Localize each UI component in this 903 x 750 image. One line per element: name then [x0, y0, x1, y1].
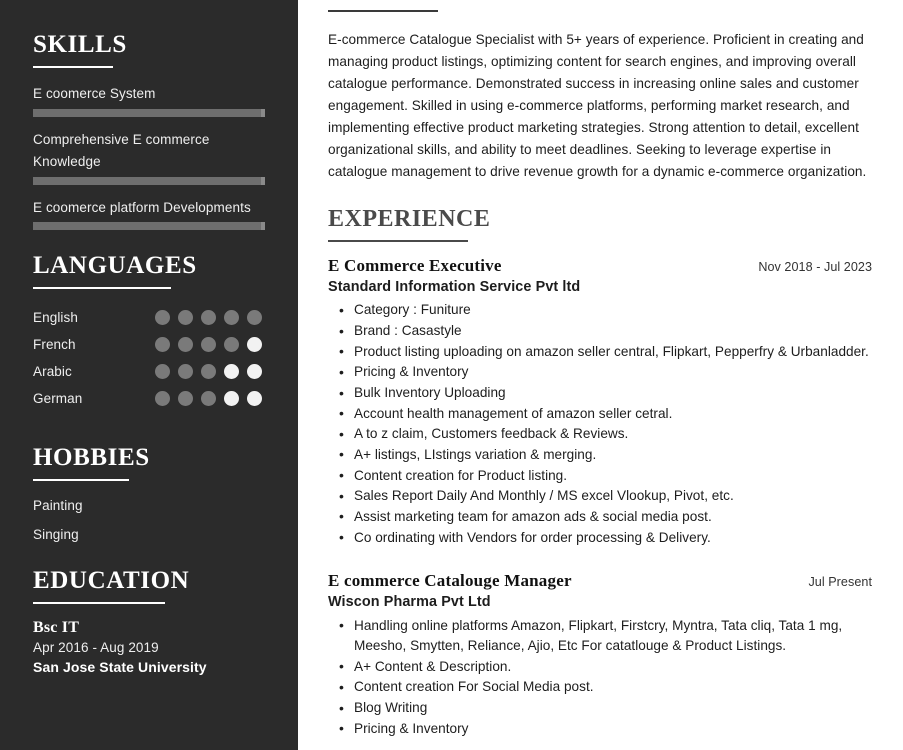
rating-dot [201, 310, 216, 325]
rating-dot [247, 310, 262, 325]
skill-level-bar [33, 222, 265, 230]
skills-section [33, 0, 265, 230]
hobbies-heading: HOBBIES [33, 444, 150, 472]
language-name: German [33, 391, 83, 407]
rating-dot [155, 391, 170, 406]
education-dates: Apr 2016 - Aug 2019 [33, 640, 159, 656]
main-column [298, 0, 903, 750]
experience-heading: EXPERIENCE [328, 206, 491, 233]
experience-heading-rule [328, 240, 468, 242]
skills-list [33, 83, 265, 230]
rating-dot [178, 391, 193, 406]
bullet-item: • Sales Report Daily And Monthly / MS excel Vlookup, Pivot, etc. [328, 486, 872, 507]
language-item [33, 385, 265, 412]
education-entry [33, 618, 265, 676]
professional-summary: E-commerce Catalogue Specialist with 5+ years of experience. Proficient in creating and managing product listings, optimizing content for search engines, and improving overall catalogue performance. Demonstrated success in increasing online sales and customer engagement. Skilled in using e-commerce platforms, performing market research, and implementing effective product marketing strategies. Strong attention to detail, excellent organizational skills, and ability to meet deadlines. Seeking to leverage expertise in catalogue management to drive revenue growth for a dynamic e-commerce organization. [328, 32, 867, 180]
languages-heading-rule [33, 287, 171, 289]
hobbies-section [33, 445, 265, 541]
language-rating-dots [155, 364, 265, 379]
hobbies-heading-rule [33, 479, 129, 481]
bullet-item: • A to z claim, Customers feedback & Reviews. [328, 424, 872, 445]
skills-heading: SKILLS [33, 31, 127, 58]
skill-item [33, 83, 265, 117]
bullet-item: • Pricing & Inventory [328, 719, 872, 740]
job-company: Wiscon Pharma Pvt Ltd [328, 593, 491, 610]
education-school: San Jose State University [33, 659, 207, 675]
job-title: E Commerce Executive [328, 256, 502, 276]
rating-dot [247, 364, 262, 379]
job-title: E commerce Catalouge Manager [328, 571, 572, 591]
skill-name: E coomerce System [33, 86, 156, 101]
sidebar [0, 0, 298, 750]
rating-dot [224, 337, 239, 352]
language-item [33, 304, 265, 331]
summary-top-rule [328, 10, 438, 12]
rating-dot [247, 391, 262, 406]
rating-dot [155, 364, 170, 379]
job-responsibilities [328, 616, 872, 740]
bullet-item: • Blog Writing [328, 698, 872, 719]
hobby-item: Singing [33, 526, 79, 542]
education-degree: Bsc IT [33, 619, 80, 637]
bullet-item: • Bulk Inventory Uploading [328, 383, 872, 404]
bullet-item: • Co ordinating with Vendors for order processing & Delivery. [328, 528, 872, 549]
skills-heading-rule [33, 66, 113, 68]
education-heading: EDUCATION [33, 567, 190, 595]
bullet-item: • Content creation For Social Media post. [328, 677, 872, 698]
hobbies-list [33, 499, 265, 541]
rating-dot [224, 391, 239, 406]
experience-entry [328, 571, 872, 739]
skill-item [33, 197, 265, 231]
rating-dot [224, 310, 239, 325]
skill-name: E coomerce platform Developments [33, 199, 251, 215]
rating-dot [201, 391, 216, 406]
experience-entry [328, 256, 872, 548]
bullet-item: • Account health management of amazon seller cetral. [328, 404, 872, 425]
language-rating-dots [155, 391, 265, 406]
skill-item [33, 129, 265, 185]
bullet-item: • Category : Funiture [328, 300, 872, 321]
language-name: Arabic [33, 364, 72, 380]
language-rating-dots [155, 310, 265, 325]
skill-level-bar [33, 109, 265, 117]
bullet-item: • Handling online platforms Amazon, Flipkart, Firstcry, Myntra, Tata cliq, Tata 1 mg, Meesho, Smytten, Reliance, Ajio, Etc For catatlouge & Product Listings. [328, 616, 872, 657]
rating-dot [201, 337, 216, 352]
rating-dot [178, 310, 193, 325]
job-dates: Nov 2018 - Jul 2023 [758, 260, 872, 275]
language-item [33, 331, 265, 358]
education-section [33, 568, 265, 676]
bullet-item: • Content creation for Product listing. [328, 466, 872, 487]
bullet-item: • Pricing & Inventory [328, 362, 872, 383]
skill-name: Comprehensive E commerce Knowledge [33, 131, 210, 169]
job-dates: Jul Present [808, 575, 872, 590]
language-name: French [33, 337, 76, 353]
language-rating-dots [155, 337, 265, 352]
bullet-item: • A+ listings, LIstings variation & merging. [328, 445, 872, 466]
rating-dot [201, 364, 216, 379]
education-heading-rule [33, 602, 165, 604]
job-responsibilities [328, 300, 872, 548]
language-item [33, 358, 265, 385]
skill-level-bar [33, 177, 265, 185]
bullet-item: • Brand : Casastyle [328, 321, 872, 342]
rating-dot [247, 337, 262, 352]
experience-entry-gap [328, 554, 872, 571]
languages-heading: LANGUAGES [33, 252, 197, 280]
language-name: English [33, 310, 78, 326]
rating-dot [178, 364, 193, 379]
bullet-item: • Assist marketing team for amazon ads & social media post. [328, 507, 872, 528]
rating-dot [224, 364, 239, 379]
rating-dot [178, 337, 193, 352]
experience-entry-header [328, 571, 872, 591]
bullet-item: • A+ Content & Description. [328, 657, 872, 678]
experience-entry-header [328, 256, 872, 276]
hobby-item: Painting [33, 498, 83, 514]
languages-section [33, 253, 265, 412]
bullet-item: • Product listing uploading on amazon seller central, Flipkart, Pepperfry & Urbanladder. [328, 342, 872, 363]
rating-dot [155, 310, 170, 325]
rating-dot [155, 337, 170, 352]
languages-list [33, 304, 265, 412]
job-company: Standard Information Service Pvt ltd [328, 278, 581, 295]
